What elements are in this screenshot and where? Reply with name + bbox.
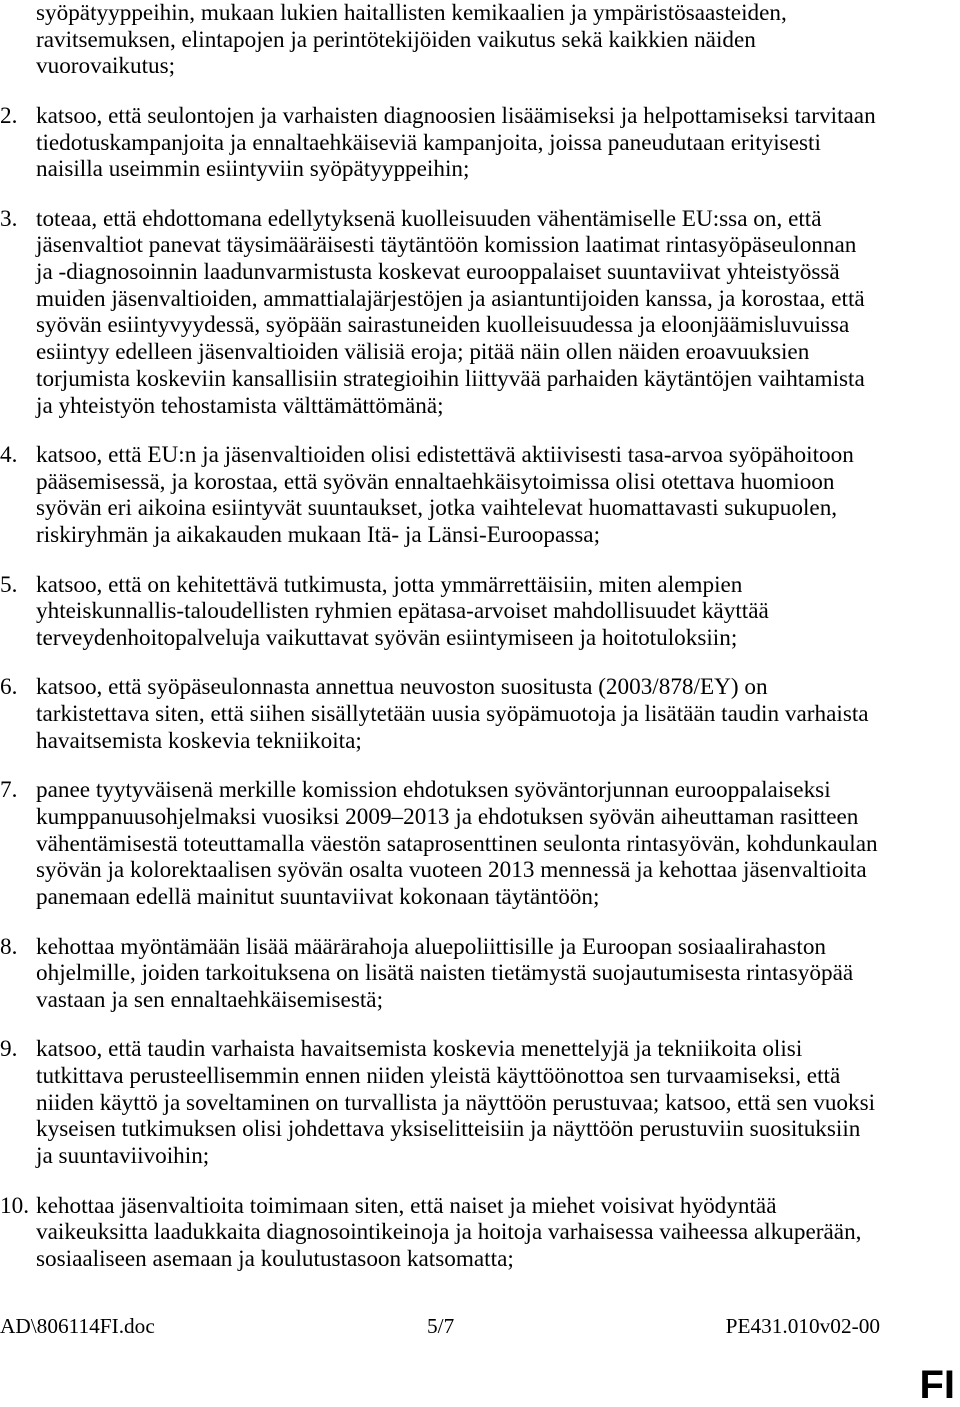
paragraph-line: pääsemisessä, ja korostaa, että syövän ennaltaehkäisytoimissa olisi otettava huomioon xyxy=(36,468,835,495)
numbered-item xyxy=(0,572,960,652)
item-number: 5. xyxy=(0,571,18,598)
item-number: 6. xyxy=(0,674,18,701)
item-number: 8. xyxy=(0,933,18,960)
numbered-item xyxy=(0,206,960,420)
continuation-paragraph xyxy=(0,0,960,80)
paragraph-line: vaikeuksitta laadukkaita diagnosointikeinoja ja hoitoja varhaisessa vaiheessa alkuperään, xyxy=(36,1219,862,1246)
page-footer xyxy=(0,1314,960,1338)
item-number: 10. xyxy=(0,1192,29,1219)
paragraph-line: kumppanuusohjelmaksi vuosiksi 2009–2013 ja ehdotuksen syövän aiheuttaman rasitteen xyxy=(36,803,859,830)
paragraph-line: tutkittava perusteellisemmin ennen niiden yleistä käyttöönottoa sen turvaamiseksi, että xyxy=(36,1063,841,1090)
language-tag: FI xyxy=(919,1363,955,1407)
paragraph-line: toteaa, että ehdottomana edellytyksenä kuolleisuuden vähentämiselle EU:ssa on, että xyxy=(36,205,822,232)
paragraph-line: muiden jäsenvaltioiden, ammattialajärjestöjen ja asiantuntijoiden kanssa, ja korostaa, että xyxy=(36,285,865,312)
paragraph-line: tarkistettava siten, että siihen sisällytetään uusia syöpämuotoja ja lisätään taudin varhaista xyxy=(36,701,869,728)
numbered-item xyxy=(0,1193,960,1273)
paragraph-line: syöpätyyppeihin, mukaan lukien haitallisten kemikaalien ja ympäristösaasteiden, xyxy=(36,0,787,26)
paragraph-line: ravitsemuksen, elintapojen ja perintötekijöiden vaikutus sekä kaikkien näiden xyxy=(36,26,756,53)
paragraph-line: kehottaa myöntämään lisää määrärahoja aluepoliittisille ja Euroopan sosiaalirahaston xyxy=(36,933,827,960)
paragraph-line: kehottaa jäsenvaltioita toimimaan siten, että naiset ja miehet voisivat hyödyntää xyxy=(36,1192,777,1219)
paragraph-line: syövän ja kolorektaalisen syövän osalta vuoteen 2013 mennessä ja kehottaa jäsenvaltioita xyxy=(36,857,867,884)
paragraph-line: vähentämisestä toteuttamalla väestön sataprosenttinen seulonta rintasyövän, kohdunkaulan xyxy=(36,830,878,857)
numbered-item xyxy=(0,934,960,1014)
paragraph-line: syövän esiintyvyydessä, syöpään sairastuneiden kuolleisuudessa ja eloonjäämisluvuissa xyxy=(36,312,850,339)
paragraph-line: tiedotuskampanjoita ja ennaltaehkäiseviä kampanjoita, joissa paneudutaan erityisesti xyxy=(36,129,821,156)
item-number: 4. xyxy=(0,442,18,469)
paragraph-line: ohjelmille, joiden tarkoituksena on lisätä naisten tietämystä suojautumisesta rintasyöpää xyxy=(36,960,854,987)
paragraph-line: esiintyy edelleen jäsenvaltioiden välisiä eroja; pitää näin ollen näiden eroavuuksien xyxy=(36,339,810,366)
footer-page-number: 5/7 xyxy=(427,1314,455,1338)
paragraph-line: panemaan edellä mainitut suuntaviivat kokonaan täytäntöön; xyxy=(36,884,600,911)
paragraph-line: havaitsemista koskevia tekniikoita; xyxy=(36,727,362,754)
item-number: 9. xyxy=(0,1036,18,1063)
paragraph-line: niiden käyttö ja soveltaminen on turvallista ja näyttöön perustuvaa; katsoo, että sen vuoksi xyxy=(36,1089,876,1116)
paragraph-line: ja suuntaviivoihin; xyxy=(36,1143,210,1170)
paragraph-line: panee tyytyväisenä merkille komission ehdotuksen syöväntorjunnan eurooppalaiseksi xyxy=(36,777,831,804)
numbered-item xyxy=(0,442,960,549)
numbered-item xyxy=(0,1036,960,1169)
paragraph-line: ja -diagnosoinnin laadunvarmistusta koskevat eurooppalaiset suuntaviivat yhteistyössä xyxy=(36,259,840,286)
paragraph-line: katsoo, että taudin varhaista havaitsemista koskevia menettelyjä ja tekniikoita olisi xyxy=(36,1036,803,1063)
numbered-item xyxy=(0,777,960,910)
footer-pe-ref: PE431.010v02-00 xyxy=(725,1314,880,1338)
paragraph-line: ja yhteistyön tehostamista välttämättömänä; xyxy=(36,392,444,419)
paragraph-line: kyseisen tutkimuksen olisi johdettava yksiselitteisiin ja näyttöön perustuviin suosituksiin xyxy=(36,1116,861,1143)
numbered-item xyxy=(0,103,960,183)
footer-doc-ref: AD\806114FI.doc xyxy=(0,1314,155,1338)
paragraph-line: katsoo, että syöpäseulonnasta annettua neuvoston suositusta (2003/878/EY) on xyxy=(36,674,768,701)
paragraph-line: katsoo, että EU:n ja jäsenvaltioiden olisi edistettävä aktiivisesti tasa-arvoa syöpähoitoon xyxy=(36,442,854,469)
paragraph-line: naisilla useimmin esiintyviin syöpätyyppeihin; xyxy=(36,156,470,183)
paragraph-line: katsoo, että seulontojen ja varhaisten diagnoosien lisäämiseksi ja helpottamiseksi tarvitaan xyxy=(36,102,876,129)
paragraph-line: jäsenvaltiot panevat täysimääräisesti täytäntöön komission laatimat rintasyöpäseulonnan xyxy=(36,232,857,259)
paragraph-line: yhteiskunnallis-taloudellisten ryhmien epätasa-arvoiset mahdollisuudet käyttää xyxy=(36,598,769,625)
paragraph-line: sosiaaliseen asemaan ja koulutustasoon katsomatta; xyxy=(36,1245,514,1272)
item-number: 3. xyxy=(0,205,18,232)
paragraph-line: riskiryhmän ja aikakauden mukaan Itä- ja Länsi-Euroopassa; xyxy=(36,522,601,549)
paragraph-line: vastaan ja sen ennaltaehkäisemisestä; xyxy=(36,986,384,1013)
paragraph-line: terveydenhoitopalveluja vaikuttavat syövän esiintymiseen ja hoitotuloksiin; xyxy=(36,624,738,651)
paragraph-line: vuorovaikutus; xyxy=(36,53,176,80)
item-number: 2. xyxy=(0,102,18,129)
paragraph-line: syövän eri aikoina esiintyvät suuntaukset, jotka vaihtelevat huomattavasti sukupuolen, xyxy=(36,495,838,522)
paragraph-line: katsoo, että on kehitettävä tutkimusta, jotta ymmärrettäisiin, miten alempien xyxy=(36,571,743,598)
numbered-item xyxy=(0,674,960,754)
paragraph-line: torjumista koskeviin kansallisiin strategioihin liittyvää parhaiden käytäntöjen vaihtamista xyxy=(36,365,865,392)
item-number: 7. xyxy=(0,777,18,804)
